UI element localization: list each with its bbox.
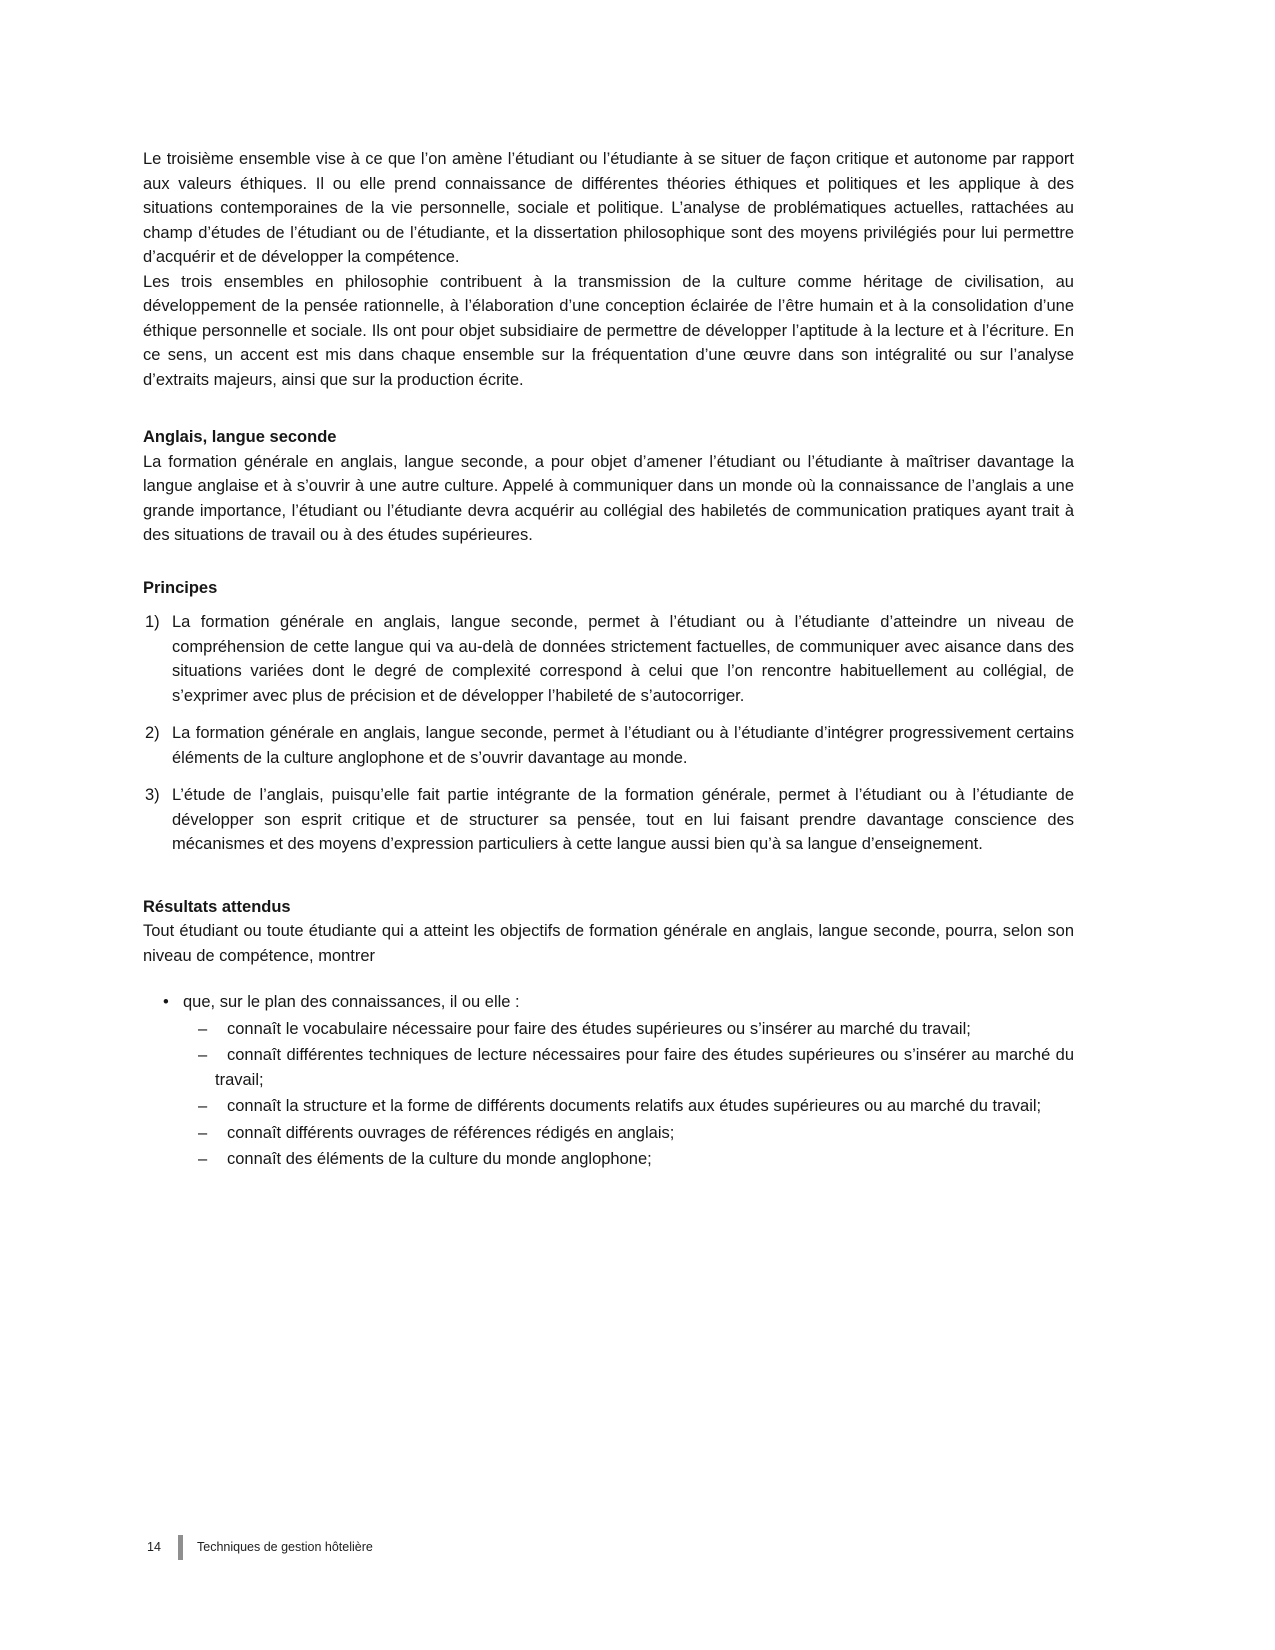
footer-program-title: Techniques de gestion hôtelière [197, 1540, 373, 1554]
dash-item-culture-anglophone [143, 1147, 1074, 1172]
dash-item-techniques-lecture [143, 1043, 1074, 1092]
principes-item-1 [143, 610, 1074, 708]
bullet-icon: • [163, 993, 169, 1011]
bullet-connaissances [143, 990, 1074, 1015]
list-number: 1) [145, 613, 160, 631]
heading-anglais-langue-seconde: Anglais, langue seconde [143, 428, 337, 446]
principes-item-3 [143, 783, 1074, 857]
page-footer [147, 1534, 373, 1560]
page-number: 14 [147, 1540, 161, 1554]
paragraph-anglais-intro: La formation générale en anglais, langue seconde, a pour objet d’amener l’étudiant ou l’étudiante à maîtriser davantage la langue anglaise et à s’ouvrir à une autre culture. Appelé à communiquer dans un monde où la connaissance de l’anglais a une grande importance, l’étudiant ou l’étudiante devra acquérir au collégial des habiletés de communication pratiques ayant trait à des situations de travail ou à des études supérieures. [143, 452, 1074, 544]
dash-item-text: connaît différents ouvrages de références rédigés en anglais; [227, 1123, 675, 1142]
heading-principes: Principes [143, 578, 218, 597]
dash-icon: – [198, 1123, 208, 1142]
paragraph-philosophie-3e-ensemble: Le troisième ensemble vise à ce que l’on amène l’étudiant ou l’étudiante à se situer de façon critique et autonome par rapport aux valeurs éthiques. Il ou elle prend connaissance de différentes théories éthiques et politiques et les applique à des situations contemporaines de la vie personnelle, sociale et politique. L’analyse de problématiques actuelles, rattachées au champ d’études de l’étudiant ou de l’étudiante, et la dissertation philosophique sont des moyens privilégiés pour lui permettre d’acquérir et de développer la compétence. [143, 150, 1074, 266]
list-number: 3) [145, 786, 160, 804]
dash-icon: – [198, 1046, 208, 1064]
dash-item-text: connaît des éléments de la culture du monde anglophone; [227, 1150, 652, 1168]
principes-item-2 [143, 721, 1074, 770]
list-item-text: La formation générale en anglais, langue seconde, permet à l’étudiant ou à l’étudiante d’atteindre un niveau de compréhension de cette langue qui va au-delà de données strictement factuelles, de communiquer avec aisance dans des situations variées dont le degré de complexité correspond à celui que l’on rencontre habituellement au collégial, de s’exprimer avec plus de précision et de développer l’habileté de s’autocorriger. [172, 613, 1074, 705]
dash-icon: – [198, 1150, 208, 1168]
dash-item-vocabulaire [143, 1017, 1074, 1042]
dash-item-ouvrages-references [143, 1121, 1074, 1146]
dash-item-text: connaît le vocabulaire nécessaire pour faire des études supérieures ou s’insérer au marché du travail; [227, 1019, 971, 1038]
list-item-text: L’étude de l’anglais, puisqu’elle fait partie intégrante de la formation générale, permet à l’étudiant ou à l’étudiante de développer son esprit critique et de structurer sa pensée, tout en lui faisant prendre davantage conscience des mécanismes et des moyens d’expression particuliers à cette langue aussi bien qu’à sa langue d’enseignement. [172, 786, 1074, 853]
dash-icon: – [198, 1019, 208, 1038]
paragraph-trois-ensembles: Les trois ensembles en philosophie contribuent à la transmission de la culture comme héritage de civilisation, au développement de la pensée rationnelle, à l’élaboration d’une conception éclairée de l’être humain et à la consolidation d’une éthique personnelle et sociale. Ils ont pour objet subsidiaire de permettre de développer l’aptitude à la lecture et à l’écriture. En ce sens, un accent est mis dans chaque ensemble sur la fréquentation d’une œuvre dans son intégralité ou sur l’analyse d’extraits majeurs, ainsi que sur la production écrite. [143, 272, 1074, 389]
bullet-text: que, sur le plan des connaissances, il ou elle : [183, 993, 520, 1011]
heading-resultats-attendus: Résultats attendus [143, 897, 291, 916]
dash-item-text: connaît la structure et la forme de différents documents relatifs aux études supérieures ou au marché du travail; [227, 1097, 1042, 1115]
footer-divider-bar [178, 1535, 183, 1560]
paragraph-resultats-intro: Tout étudiant ou toute étudiante qui a atteint les objectifs de formation générale en anglais, langue seconde, pourra, selon son niveau de compétence, montrer [143, 922, 1074, 965]
list-item-text: La formation générale en anglais, langue seconde, permet à l’étudiant ou à l’étudiante d’intégrer progressivement certains éléments de la culture anglophone et de s’ouvrir davantage au monde. [172, 724, 1074, 767]
list-number: 2) [145, 724, 160, 742]
dash-item-text: connaît différentes techniques de lecture nécessaires pour faire des études supérieures ou s’insérer au marché du travail; [215, 1046, 1074, 1089]
dash-icon: – [198, 1097, 208, 1115]
page-content [143, 147, 1074, 1172]
dash-item-structure-documents [143, 1094, 1074, 1119]
